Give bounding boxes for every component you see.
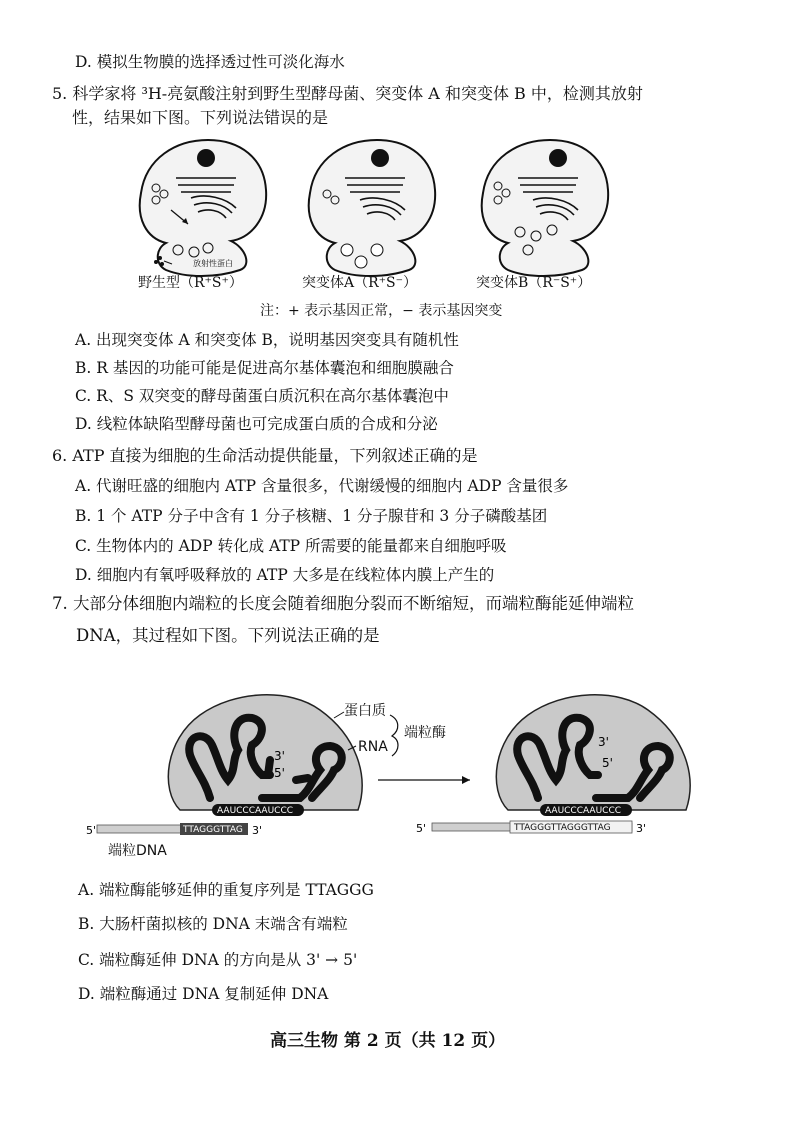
q5-cell-diagrams	[0, 130, 793, 290]
protein-label: 蛋白质	[344, 703, 386, 719]
telomere-dna-label: 端粒DNA	[108, 843, 167, 859]
q5-option-a: A. 出现突变体 A 和突变体 B，说明基因突变具有随机性	[75, 331, 459, 349]
enzyme-right-5prime: 5'	[602, 756, 613, 770]
rna-template-left: AAUCCCAAUCCC	[217, 806, 294, 816]
q7-option-a: A. 端粒酶能够延伸的重复序列是 TTAGGG	[78, 881, 374, 899]
rna-template-right: AAUCCCAAUCCC	[545, 806, 622, 816]
dna-right-5prime: 5'	[416, 822, 427, 835]
q4-option-d: D. 模拟生物膜的选择透过性可淡化海水	[75, 53, 345, 71]
wild-type-label: 野生型（R⁺S⁺）	[138, 275, 243, 291]
enzyme-left-5prime: 5'	[274, 766, 285, 780]
q6-stem: 6. ATP 直接为细胞的生命活动提供能量，下列叙述正确的是	[52, 446, 478, 465]
mutant-b-label: 突变体B（R⁻S⁺）	[476, 275, 592, 291]
dna-seq-left: TTAGGGTTAG	[183, 825, 243, 835]
q5-option-c: C. R、S 双突变的酵母菌蛋白质沉积在高尔基体囊泡中	[75, 387, 449, 405]
enzyme-right-3prime: 3'	[598, 735, 609, 749]
q5-option-d: D. 线粒体缺陷型酵母菌也可完成蛋白质的合成和分泌	[75, 415, 438, 433]
q6-option-b: B. 1 个 ATP 分子中含有 1 分子核糖、1 分子腺苷和 3 分子磷酸基团	[75, 507, 548, 525]
q7-option-c: C. 端粒酶延伸 DNA 的方向是从 3' → 5'	[78, 951, 358, 969]
radioactive-protein-label: 放射性蛋白	[193, 259, 233, 268]
q7-stem-line1: 7. 大部分体细胞内端粒的长度会随着细胞分裂而不断缩短，而端粒酶能延伸端粒	[52, 594, 634, 613]
mutant-a-cell	[309, 140, 435, 276]
q7-option-b: B. 大肠杆菌拟核的 DNA 末端含有端粒	[78, 915, 348, 933]
q5-stem-line2: 性，结果如下图。下列说法错误的是	[72, 108, 329, 127]
q5-note: 注：+ 表示基因正常，− 表示基因突变	[260, 303, 503, 319]
q6-option-c: C. 生物体内的 ADP 转化成 ATP 所需要的能量都来自细胞呼吸	[75, 537, 507, 555]
dna-left-5prime: 5'	[86, 824, 97, 837]
page-footer: 高三生物 第 2 页（共 12 页）	[270, 1031, 506, 1051]
q5-option-b: B. R 基因的功能可能是促进高尔基体囊泡和细胞膜融合	[75, 359, 454, 377]
dna-seq-right: TTAGGGTTAGGGTTAG	[514, 823, 611, 833]
dna-right-3prime: 3'	[636, 822, 647, 835]
q7-option-d: D. 端粒酶通过 DNA 复制延伸 DNA	[78, 985, 329, 1003]
q6-option-d: D. 细胞内有氧呼吸释放的 ATP 大多是在线粒体内膜上产生的	[75, 566, 495, 584]
dna-left-3prime: 3'	[252, 824, 263, 837]
rna-label: RNA	[358, 739, 388, 755]
q7-stem-line2: DNA，其过程如下图。下列说法正确的是	[76, 626, 380, 645]
telomerase-label: 端粒酶	[404, 725, 446, 741]
mutant-b-cell	[482, 140, 608, 276]
q5-stem-line1: 5. 科学家将 ³H-亮氨酸注射到野生型酵母菌、突变体 A 和突变体 B 中，检测其放射	[52, 84, 643, 103]
q6-option-a: A. 代谢旺盛的细胞内 ATP 含量很多，代谢缓慢的细胞内 ADP 含量很多	[75, 477, 569, 495]
wild-type-cell	[140, 140, 266, 276]
enzyme-left-3prime: 3'	[274, 749, 285, 763]
mutant-a-label: 突变体A（R⁺S⁻）	[302, 275, 418, 291]
